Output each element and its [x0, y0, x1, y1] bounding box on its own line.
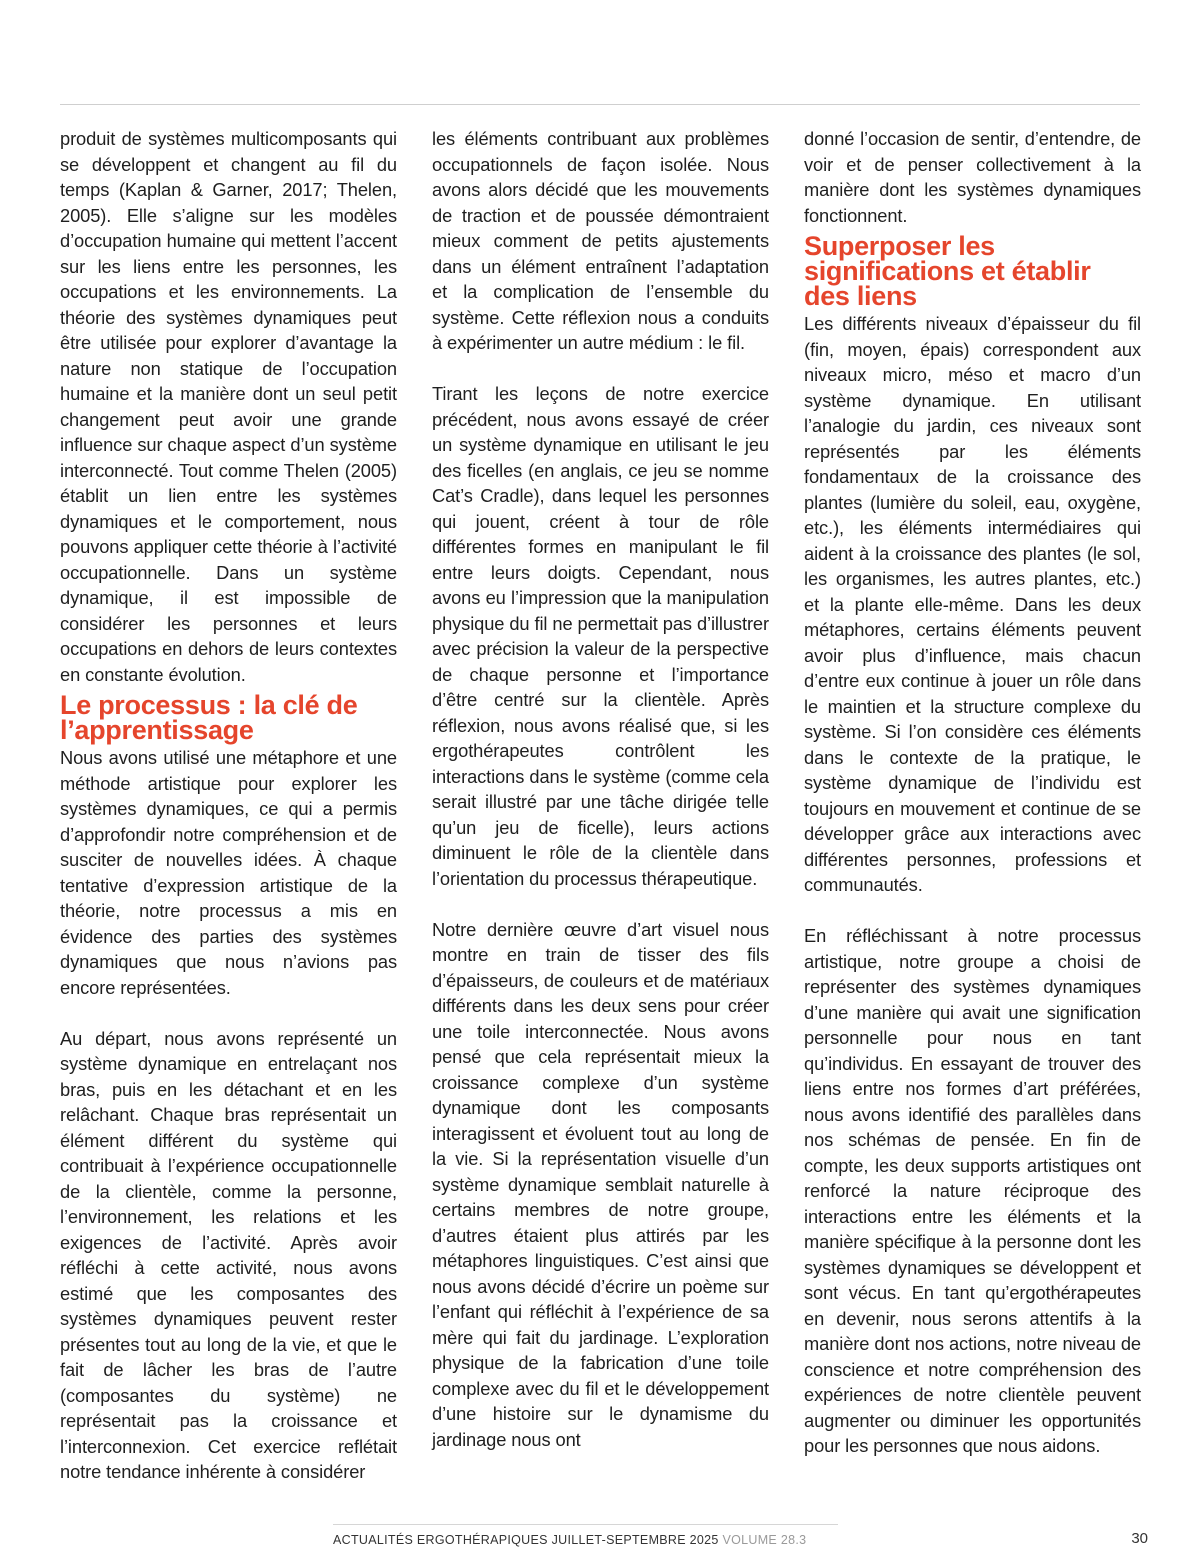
page-number: 30 [1131, 1530, 1148, 1547]
column-2 [432, 126, 769, 1452]
footer-date: JUILLET-SEPTEMBRE 2025 [551, 1533, 719, 1547]
section-heading: Superposer les significations et établir des liens [804, 231, 1091, 311]
paragraph: Tirant les leçons de notre exercice précédent, nous avons essayé de créer un système dynamique en utilisant le jeu des ficelles (en anglais, ce jeu se nomme Cat’s Cradle), dans lequel les personnes qui jouent, créent à tour de rôle différentes formes en manipulant le fil entre leurs doigts. Cependant, nous avons eu l’impression que la manipulation physique du fil ne permettait pas d’illustrer avec précision la valeur de la perspective de chaque personne et l’importance d’être centré sur la clientèle. Après réflexion, nous avons réalisé que, si les ergothérapeutes contrôlent les interactions dans le système (comme cela serait illustré par une tâche dirigée telle qu’un jeu de ficelle), leurs actions diminuent le rôle de la clientèle dans l’orientation du processus thérapeutique. [432, 383, 769, 889]
paragraph: les éléments contribuant aux problèmes occupationnels de façon isolée. Nous avons alors décidé que les mouvements de traction et de poussée démontraient mieux comment de petits ajustements dans un élément entraînent l’adaptation et la complication de l’ensemble du système. Cette réflexion nous a conduits à expérimenter un autre médium : le fil. [432, 128, 769, 353]
column-3 [804, 126, 1141, 1459]
paragraph: donné l’occasion de sentir, d’entendre, de voir et de penser collectivement à la manière dont les systèmes dynamiques fonctionnent. [804, 128, 1141, 226]
footer-divider [333, 1524, 838, 1525]
footer [333, 1533, 806, 1547]
footer-volume: VOLUME 28.3 [722, 1533, 807, 1547]
footer-publication: ACTUALITÉS ERGOTHÉRAPIQUES [333, 1533, 548, 1547]
paragraph: produit de systèmes multicomposants qui se développent et changent au fil du temps (Kaplan & Garner, 2017; Thelen, 2005). Elle s’aligne sur les modèles d’occupation humaine qui mettent l’accent sur les liens entre les personnes, les occupations et les environnements. La théorie des systèmes dynamiques peut être utilisée pour explorer d’avantage la nature non statique de l’occupation humaine et la manière dont un seul petit changement peut avoir une grande influence sur chaque aspect d’un système interconnecté. Tout comme Thelen (2005) établit un lien entre les systèmes dynamiques et le comportement, nous pouvons appliquer cette théorie à l’activité occupationnelle. Dans un système dynamique, il est impossible de considérer les personnes et leurs occupations en dehors de leurs contextes en constante évolution. [60, 128, 397, 685]
column-1 [60, 126, 397, 1485]
section-heading: Le processus : la clé de l’apprentissage [60, 690, 358, 745]
paragraph: Les différents niveaux d’épaisseur du fil (fin, moyen, épais) correspondent aux niveaux micro, méso et macro d’un système dynamique. En utilisant l’analogie du jardin, ces niveaux sont représentés par les éléments fondamentaux de la croissance des plantes (lumière du soleil, eau, oxygène, etc.), les éléments intermédiaires qui aident à la croissance des plantes (le sol, les organismes, les autres plantes, etc.) et la plante elle-même. Dans les deux métaphores, certains éléments peuvent avoir plus d’influence, mais chacun d’entre eux continue à jouer un rôle dans le maintien et la structure complexe du système. Si l’on considère ces éléments dans le contexte de la pratique, le système dynamique de l’individu est toujours en mouvement et continue de se développer grâce aux interactions avec différentes personnes, professions et communautés. [804, 313, 1141, 895]
paragraph: Au départ, nous avons représenté un système dynamique en entrelaçant nos bras, puis en les détachant et en les relâchant. Chaque bras représentait un élément différent du système qui contribuait à l’expérience occupationnelle de la clientèle, comme la personne, l’environnement, les relations et les exigences de l’activité. Après avoir réfléchi à cette activité, nous avons estimé que les composantes des systèmes dynamiques peuvent rester présentes tout au long de la vie, et que le fait de lâcher les bras de l’autre (composantes du système) ne représentait pas la croissance et l’interconnexion. Cet exercice reflétait notre tendance inhérente à considérer [60, 1027, 397, 1482]
paragraph: Notre dernière œuvre d’art visuel nous montre en train de tisser des fils d’épaisseurs, de couleurs et de matériaux différents dans les deux sens pour créer une toile interconnectée. Nous avons pensé que cela représentait mieux la croissance complexe d’un système dynamique dont les composants interagissent et évoluent tout au long de la vie. Si la représentation visuelle d’un système dynamique semblait naturelle à certains membres de notre groupe, d’autres étaient plus attirés par les métaphores linguistiques. C’est ainsi que nous avons décidé d’écrire un poème sur l’enfant qui réfléchit à l’expérience de sa mère qui fait du jardinage. L’exploration physique de la fabrication d’une toile complexe avec du fil et le développement d’une histoire sur le dynamisme du jardinage nous ont [432, 918, 769, 1450]
paragraph: En réfléchissant à notre processus artistique, notre groupe a choisi de représenter des systèmes dynamiques d’une manière qui avait une signification personnelle pour nous en tant qu’individus. En essayant de trouver des liens entre nos formes d’art préférées, nous avons identifié des parallèles dans nos schémas de pensée. En fin de compte, les deux supports artistiques ont renforcé la nature réciproque des interactions entre les éléments et la manière spécifique à la personne dont les systèmes dynamiques se développent et sont vécus. En tant qu’ergothérapeutes en devenir, nous serons attentifs à la manière dont nos actions, notre niveau de conscience et notre compréhension des expériences de notre clientèle peuvent augmenter ou diminuer les opportunités pour les personnes que nous aidons. [804, 925, 1141, 1456]
paragraph: Nous avons utilisé une métaphore et une méthode artistique pour explorer les systèmes dynamiques, ce qui a permis d’approfondir notre compréhension et de susciter de nouvelles idées. À chaque tentative d’expression artistique de la théorie, notre processus a mis en évidence des parties des systèmes dynamiques que nous n’avions pas encore représentées. [60, 747, 397, 998]
top-divider [60, 104, 1140, 105]
